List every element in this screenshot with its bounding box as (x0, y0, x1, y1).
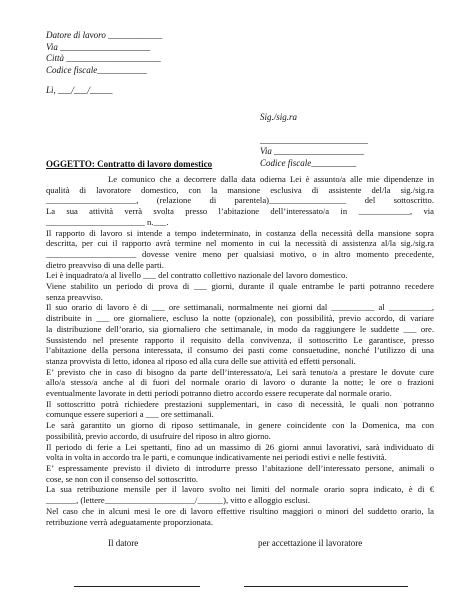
recipient-name-blank: ________________________ (260, 134, 368, 145)
body-line: Il rapporto di lavoro si intende a tempo indeterminato, in costanza della necessità della mansione sopra (46, 227, 434, 238)
place-date-field: Lì, ___/___/_____ (46, 85, 113, 95)
sender-block (46, 30, 162, 76)
body-line: Viene stabilito un periodo di prova di ___ giorni, durante il quale entrambe le parti potranno recedere (46, 281, 434, 292)
employer-field: Datore di lavoro ____________ (46, 30, 163, 40)
body-line: La sua attività verrà svolta presso l’abitazione dell’interessato/a in ____________, via (46, 206, 434, 217)
body-line: la distribuzione dell’orario, sia giornaliero che settimanale, in modo da raggiungere le suddette ___ ore. (46, 323, 434, 334)
employer-signature-line (74, 586, 200, 587)
body-line: stanza provvista di letto, idonea al riposo ed alla cura delle sue attività ed effetti personali. (46, 355, 356, 366)
body-line: Le sarà garantito un giorno di riposo settimanale, in genere coincidente con la Domenica, ma con (46, 420, 434, 431)
body-line: Il suo orario di lavoro è di ___ ore settimanali, normalmente nei giorni dal __________ al __________, (46, 302, 434, 313)
recipient-name-label: Sig./sig.ra (260, 112, 298, 122)
body-line: _______________________ n.___. (46, 216, 169, 227)
recipient-street-field: Via ____________________ (260, 146, 365, 156)
body-line: Nel caso che in alcuni mesi le ore di lavoro effettive risultino maggiori o minori del suddetto orario, la (46, 505, 434, 516)
body-line: volta in volta in accordo tra le parti, e comunque indicativamente nei periodi estivi e nelle festività. (46, 452, 387, 463)
worker-signature-line (244, 586, 408, 587)
letter-body (46, 174, 434, 527)
body-line: Sussistendo nel presente rapporto il requisito della convivenza, il sottoscritto Le garantisce, presso (46, 334, 434, 345)
employer-street-field: Via ____________________ (46, 41, 151, 52)
body-line: Lei è inquadrato/a al livello ___ del contratto collettivo nazionale del lavoro domestico. (46, 270, 348, 281)
body-line: _____________________, (relazione di parentela)__________________ del sottoscritto. (46, 195, 434, 206)
recipient-tax-code-field: Codice fiscale__________ (260, 157, 357, 168)
body-line: dietro preavviso di una delle parti. (46, 259, 164, 270)
body-line: E’ espressamente previsto il divieto di introdurre presso l’abitazione dell’interessato persone, animali o (46, 462, 434, 473)
worker-signature-label: per accettazione il lavoratore (258, 538, 363, 548)
body-line: descritta, per cui il rapporto avrà termine nel momento in cui la necessità di assistenza al/la sig./sig.ra (46, 238, 434, 249)
body-line: Il sottoscritto potrà richiedere prestazioni supplementari, in caso di necessità, le quali non potranno (46, 398, 434, 409)
body-line: eventualmente lavorate in detti periodi potranno dietro accordo essere recuperate dal normale orario. (46, 388, 392, 399)
body-line: La sua retribuzione mensile per il lavoro svolto nei limiti del normale orario sopra indicato, è di € (46, 484, 434, 495)
body-line: l’abitazione della persona interessata, il consumo dei pasti come consuetudine, nonché l’utilizzo di una (46, 345, 434, 356)
body-line: senza preavviso. (46, 291, 103, 302)
employer-signature-label: Il datore (108, 538, 139, 548)
body-line: cose, se non con il consenso del sottoscritto. (46, 473, 199, 484)
subject-heading: OGGETTO: Contratto di lavoro domestico (46, 159, 213, 169)
employer-city-field: Città _____________________ (46, 53, 161, 63)
body-line: allo/a stesso/a anche al di fuori del normale orario di lavoro o durante la notte; le ore o frazioni (46, 377, 434, 388)
body-line: possibilità, previo accordo, di usufruire del riposo in altro giorno. (46, 430, 271, 441)
body-line: E’ previsto che in caso di bisogno da parte dell’interessato/a, Lei sarà tenuto/a a prestare le dovute cure (46, 366, 434, 377)
body-line: _______, (lettere_____________________/______), vitto e alloggio esclusi. (46, 495, 310, 506)
employer-tax-code-field: Codice fiscale___________ (46, 64, 147, 75)
body-line: _____________________ dovesse venire meno per qualsiasi motivo, o in altro momento precedente, (46, 248, 434, 259)
body-line: Le comunico che a decorrere dalla data odierna Lei è assunto/a alle mie dipendenze in (108, 174, 434, 184)
recipient-block (260, 112, 368, 169)
body-line: distribuite in ___ ore giornaliere, escluso la notte (opzionale), con possibilità, previo accordo, di variare (46, 313, 434, 324)
body-line: retribuzione verrà adeguatamente proporzionata. (46, 516, 214, 527)
body-line: comunque essere superiori a ___ ore settimanali. (46, 409, 214, 420)
body-line: qualità di lavoratore domestico, con la mansione esclusiva di assistente del/la sig./sig.ra (46, 184, 434, 195)
body-line: Il periodo di ferie a Lei spettanti, fino ad un massimo di 26 giorni annui lavorativi, sarà individuato di (46, 441, 434, 452)
